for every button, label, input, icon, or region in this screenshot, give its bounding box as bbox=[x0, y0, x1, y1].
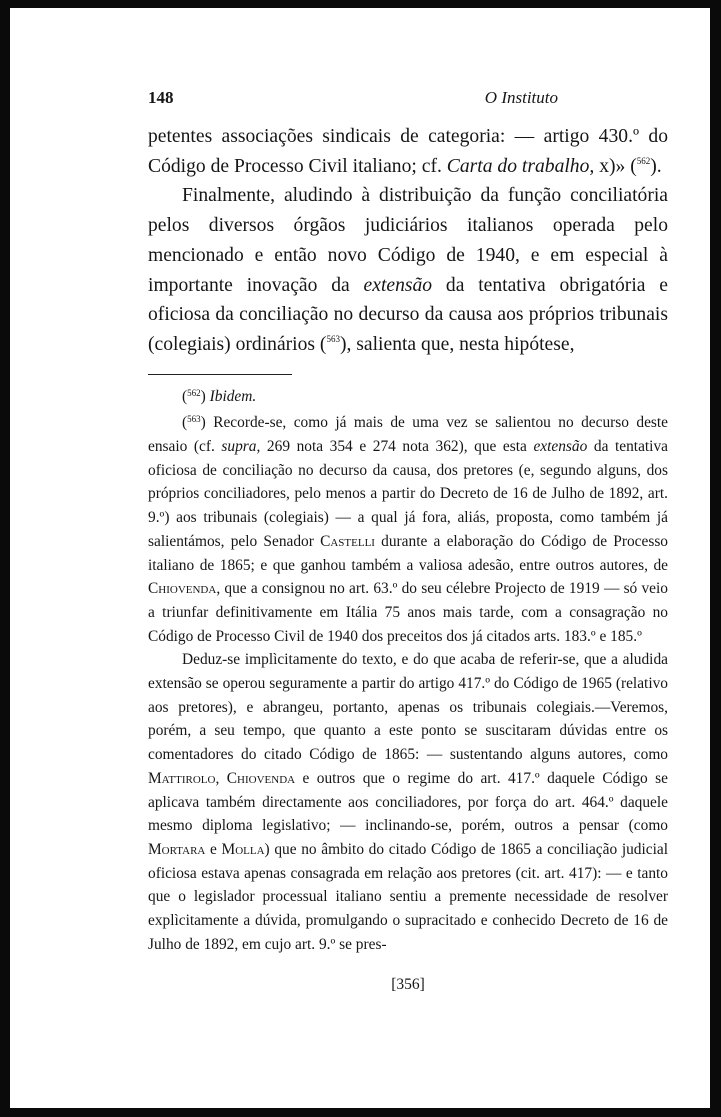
running-title: O Instituto bbox=[484, 88, 558, 107]
footnote-number: 562 bbox=[187, 387, 201, 398]
folio-number: [356] bbox=[391, 976, 425, 993]
running-header bbox=[148, 88, 668, 122]
text-run: Finalmente, aludindo à distribuição da função conciliatória pelos diversos órgãos judiciários italianos operada pelo mencionado e então novo Código de 1940, e em especial à importante inovação da bbox=[148, 185, 668, 296]
text-run: , bbox=[215, 769, 227, 787]
author-name: Castelli bbox=[320, 532, 375, 550]
main-text bbox=[148, 122, 668, 360]
author-name: Mattirolo bbox=[148, 769, 216, 787]
footnote-ref-562[interactable]: 562 bbox=[636, 155, 651, 166]
footnote-divider bbox=[148, 374, 292, 375]
text-run: da tentativa obrigatória e oficiosa da conciliação no decurso da causa aos próprios tribunais (colegiais) ordinários ( bbox=[148, 274, 668, 355]
italic-term: extensão bbox=[363, 274, 433, 296]
text-run: Recorde-se, como já mais de uma vez se salientou no decurso deste ensaio (cf. bbox=[148, 414, 668, 456]
text-run: e outros que o regime do art. 417.º daquele Código se aplicava também directamente aos conciliadores, por força do art. 464.º daquele mesmo diploma legislativo; — inclinando-se, porém, outros a pensar (como bbox=[148, 769, 668, 835]
italic-term: supra, bbox=[221, 438, 261, 456]
text-run: petentes associações sindicais de categoria: — artigo 430.º do Código de Processo Civil italiano; cf. bbox=[148, 126, 668, 177]
footnotes bbox=[148, 382, 668, 957]
author-name: Molla bbox=[221, 840, 265, 858]
text-run: Deduz-se implìcitamente do texto, e do que acaba de referir-se, que a aludida extensão se operou seguramente a partir do artigo 417.º do Código de 1965 (relativo aos pretores), e abrangeu, portanto, apenas os tribunais colegiais.—Veremos, porém, a seu tempo, que quanto a este ponto se suscitaram dúvidas entre os comentadores do citado Código de 1865: — sustentando alguns autores, como bbox=[148, 651, 668, 764]
italic-title: Carta do trabalho, bbox=[446, 155, 595, 177]
text-run: ). bbox=[650, 155, 662, 177]
author-name: Chiovenda bbox=[226, 769, 296, 787]
text-run: x)» ( bbox=[594, 155, 637, 177]
footnote-563: ($^{563}$) Recorde-se, como já mais de uma vez se salientou no decurso deste ensaio (cf. supra, 269 nota 354 e 274 nota 362), que esta extensão da tentativa oficiosa de conciliação no decurso da causa, dos pretores (e, segundo alguns, dos próprios conciliadores, pelo menos a partir do Decreto de 16 de Julho de 1892, art. 9.º) aos tribunais (colegiais) — a qual já fora, aliás, proposta, como também já salientámos, pelo Senador Castelli durante a elaboração do Código de Processo italiano de 1865; e que ganhou também a valiosa adesão, entre outros autores, de Chiovenda, que a consignou no art. 63.º do seu célebre Projecto de 1919 — só veio a triunfar definitivamente em Itália 75 anos mais tarde, com a consagração no Código de Processo Civil de 1940 dos preceitos dos já citados arts. 183.º e 185.º bbox=[148, 414, 669, 645]
footnote-562: ($^{562}$) Ibidem. bbox=[182, 387, 257, 405]
italic-term: extensão bbox=[533, 438, 588, 456]
footnote-number: 563 bbox=[187, 414, 201, 425]
page-content bbox=[148, 88, 669, 993]
document-page bbox=[10, 8, 710, 1108]
paragraph-finalmente bbox=[148, 181, 668, 359]
text-run: 269 nota 354 e 274 nota 362), que esta bbox=[260, 438, 534, 456]
footnote-text: Ibidem. bbox=[209, 387, 257, 405]
footnote-ref-563[interactable]: 563 bbox=[326, 333, 340, 344]
text-run: da tentativa oficiosa de conciliação no decurso da causa, dos pretores (e, segundo alguns, dos próprios conciliadores, pelo menos a partir do Decreto de 16 de Julho de 1892, art. 9.º) aos tribunais (colegiais) — a qual já fora, aliás, proposta, como também já salientámos, pelo Senador bbox=[148, 438, 668, 550]
text-run: ) que no âmbito do citado Código de 1865 a conciliação judicial oficiosa estava apenas consagrada em relação aos pretores (cit. art. 417): — e tanto que o legislador processual italiano sentiu a premente necessidade de resolver explìcitamente a dúvida, promulgando o supracitado e conhecido Decreto de 16 de Julho de 1892, em cujo art. 9.º se pres- bbox=[148, 840, 668, 953]
page-number: 148 bbox=[148, 88, 174, 107]
author-name: Mortara bbox=[148, 840, 206, 858]
text-run: ), salienta que, nesta hipótese, bbox=[339, 333, 575, 355]
text-run: durante a elaboração do Código de Processo italiano de 1865; e que ganhou também a valiosa adesão, entre outros autores, de bbox=[148, 532, 669, 574]
author-name: Chiovenda bbox=[148, 580, 217, 598]
paragraph-continued bbox=[148, 122, 668, 181]
text-run: , que a consignou no art. 63.º do seu célebre Projecto de 1919 — só veio a triunfar definitivamente em Itália 75 anos mais tarde, com a consagração no Código de Processo Civil de 1940 dos preceitos dos já citados arts. 183.º e 185.º bbox=[148, 580, 668, 645]
text-run: e bbox=[205, 840, 222, 858]
footnote-563-continued bbox=[148, 648, 668, 956]
